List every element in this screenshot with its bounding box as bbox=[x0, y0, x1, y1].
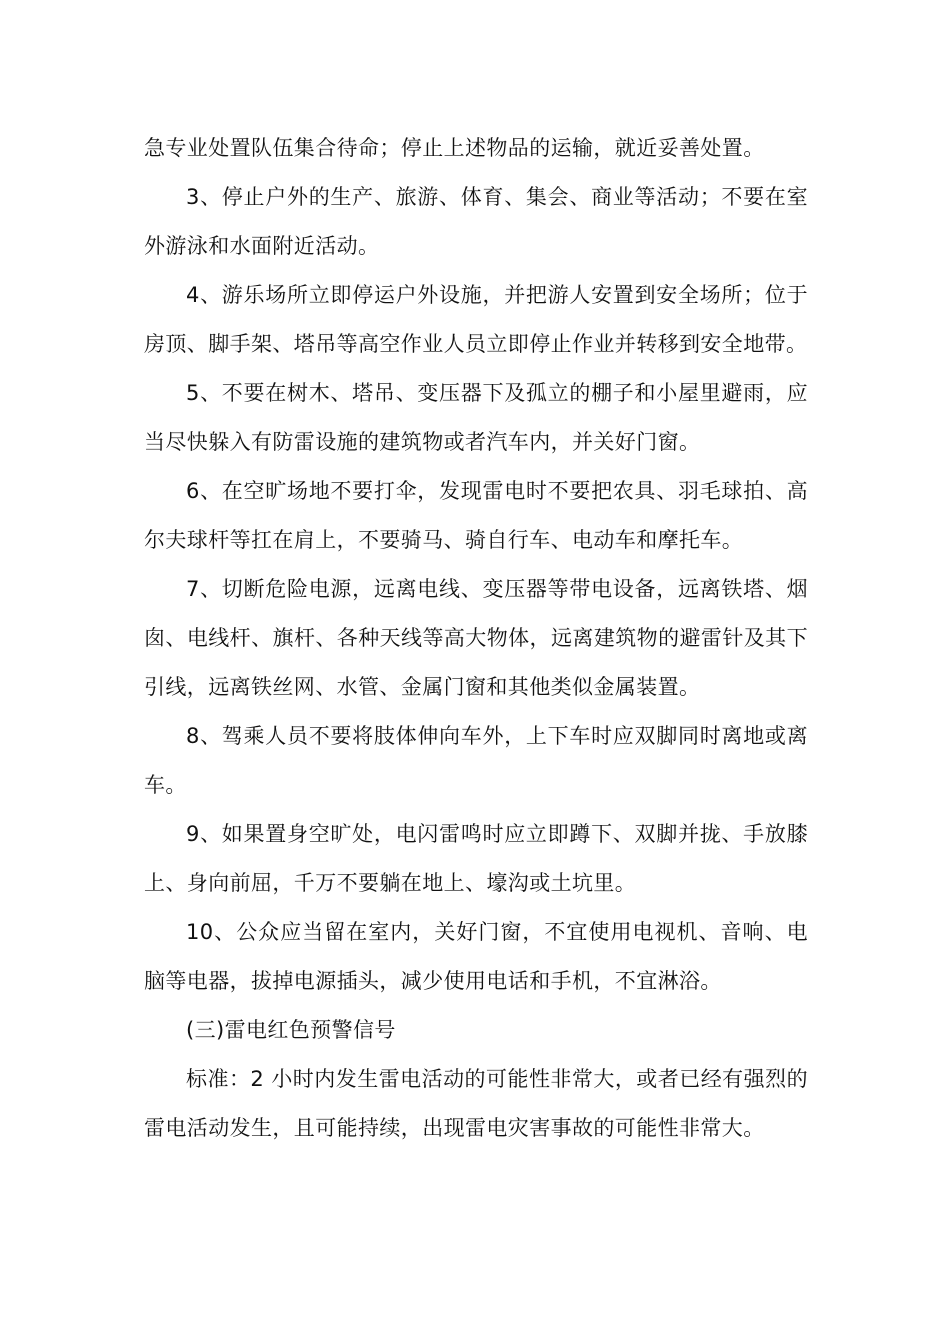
paragraph-item-3: 3、停止户外的生产、旅游、体育、集会、商业等活动；不要在室外游泳和水面附近活动。 bbox=[144, 185, 808, 258]
paragraph-item-6: 6、在空旷场地不要打伞，发现雷电时不要把农具、羽毛球拍、高尔夫球杆等扛在肩上，不要骑马、骑自行车、电动车和摩托车。 bbox=[144, 479, 808, 552]
document-page bbox=[144, 124, 808, 1153]
paragraph-item-9: 9、如果置身空旷处，电闪雷鸣时应立即蹲下、双脚并拢、手放膝上、身向前屈，千万不要躺在地上、壕沟或土坑里。 bbox=[144, 822, 808, 895]
paragraph-item-7: 7、切断危险电源，远离电线、变压器等带电设备，远离铁塔、烟囱、电线杆、旗杆、各种天线等高大物体，远离建筑物的避雷针及其下引线，远离铁丝网、水管、金属门窗和其他类似金属装置。 bbox=[144, 577, 808, 699]
paragraph-continuation: 急专业处置队伍集合待命；停止上述物品的运输，就近妥善处置。 bbox=[144, 136, 765, 160]
paragraph-standard: 标准：2 小时内发生雷电活动的可能性非常大，或者已经有强烈的雷电活动发生，且可能持续，出现雷电灾害事故的可能性非常大。 bbox=[144, 1067, 808, 1140]
paragraph-item-8: 8、驾乘人员不要将肢体伸向车外，上下车时应双脚同时离地或离车。 bbox=[144, 724, 808, 797]
paragraph-item-4: 4、游乐场所立即停运户外设施，并把游人安置到安全场所；位于房顶、脚手架、塔吊等高空作业人员立即停止作业并转移到安全地带。 bbox=[144, 283, 808, 356]
section-heading-red-warning: (三)雷电红色预警信号 bbox=[186, 1018, 396, 1042]
paragraph-item-10: 10、公众应当留在室内，关好门窗，不宜使用电视机、音响、电脑等电器，拔掉电源插头，减少使用电话和手机，不宜淋浴。 bbox=[144, 920, 808, 993]
paragraph-item-5: 5、不要在树木、塔吊、变压器下及孤立的棚子和小屋里避雨，应当尽快躲入有防雷设施的建筑物或者汽车内，并关好门窗。 bbox=[144, 381, 808, 454]
